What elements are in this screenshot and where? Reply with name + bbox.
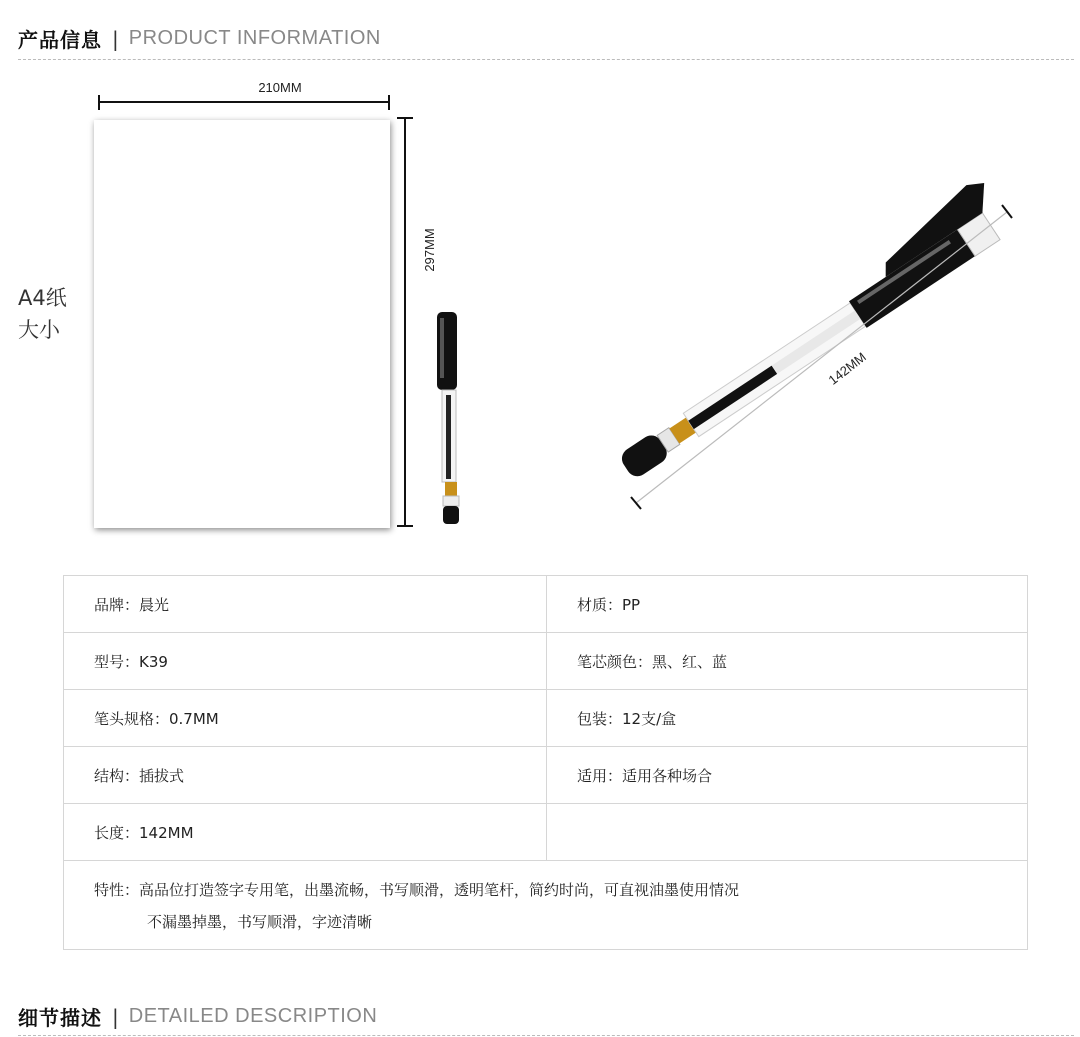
- section-separator: |: [112, 1004, 119, 1029]
- table-row: [64, 861, 1028, 950]
- spec-model: 型号：K39: [64, 633, 547, 690]
- spec-usage: 适用：适用各种场合: [547, 747, 1028, 804]
- table-row: [64, 576, 1028, 633]
- spec-empty-cell: [547, 804, 1028, 861]
- section-title-en: DETAILED DESCRIPTION: [128, 1005, 378, 1027]
- pen-small-icon: [437, 312, 459, 524]
- section-title-zh: 产品信息: [18, 28, 102, 52]
- pen-length-label: 142MM: [825, 349, 869, 388]
- section-divider: [18, 1035, 1074, 1036]
- spec-features: [64, 861, 1028, 950]
- spec-table: [63, 575, 1028, 950]
- spec-tip-size: 笔头规格：0.7MM: [64, 690, 547, 747]
- feature-line-1: 特性：高品位打造签字专用笔，出墨流畅，书写顺滑，透明笔杆，简约时尚，可直视油墨使用情况: [94, 881, 740, 899]
- feature-line-2: 不漏墨掉墨，书写顺滑，字迹清晰: [147, 913, 373, 931]
- table-row: [64, 690, 1028, 747]
- a4-label-line2: 大小: [18, 318, 60, 342]
- spec-material: 材质：PP: [547, 576, 1028, 633]
- spec-brand: 品牌：晨光: [64, 576, 547, 633]
- pen-large-icon: [600, 176, 1016, 481]
- table-row: [64, 804, 1028, 861]
- table-row: [64, 747, 1028, 804]
- table-row: [64, 633, 1028, 690]
- spec-length: 长度：142MM: [64, 804, 547, 861]
- spec-refill-colors: 笔芯颜色：黑、红、蓝: [547, 633, 1028, 690]
- section-separator: |: [112, 26, 119, 51]
- width-dimension-line: [99, 95, 389, 110]
- height-dimension-line: [397, 118, 413, 526]
- height-label: 297MM: [422, 228, 437, 272]
- spec-packaging: 包装：12支/盒: [547, 690, 1028, 747]
- width-label: 210MM: [258, 80, 302, 95]
- a4-label-line1: A4纸: [18, 286, 67, 310]
- section-title-en: PRODUCT INFORMATION: [128, 27, 381, 49]
- section-header-detail: [18, 1002, 377, 1031]
- section-title-zh: 细节描述: [18, 1006, 102, 1030]
- spec-structure: 结构：插拔式: [64, 747, 547, 804]
